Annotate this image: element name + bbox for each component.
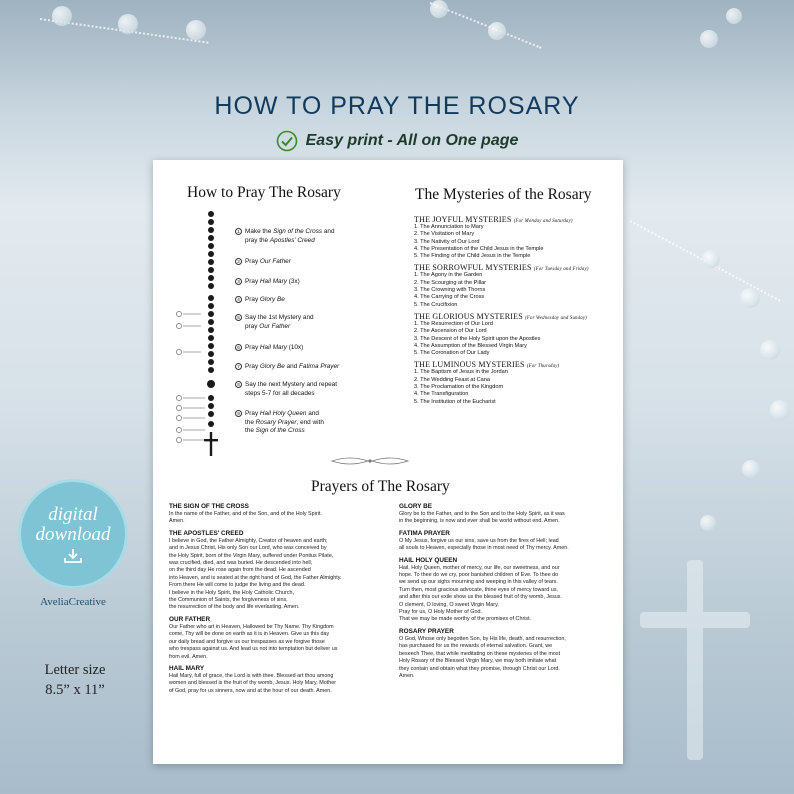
prayer-sign-of-cross: THE SIGN OF THE CROSS In the name of the Father, and of the Son, and of the Holy Spirit. Amen.: [169, 503, 322, 525]
letter-size-label: Letter size: [44, 662, 106, 678]
step-6: 6 Pray Hail Mary (10x): [235, 344, 355, 353]
list-item: 3. The Nativity of Our Lord: [414, 238, 480, 245]
list-item: 1. The Agony in the Garden: [414, 272, 483, 279]
list-item: 1. The Baptism of Jesus in the Jordan: [414, 369, 508, 376]
prayers-title: Prayers of The Rosary: [311, 478, 450, 495]
rosary-diagram: [171, 206, 231, 456]
step-4: 4 Pray Glory Be: [235, 296, 355, 305]
mystery-group-sorrowful: THE SORROWFUL MYSTERIES (For Tuesday and Friday) 1. The Agony in the Garden 2. The Scourging at the Pillar 3. The Crowning with Thorns 4. The Carrying of the Cross 5. The Crucifixion: [414, 263, 614, 308]
prayer-our-father: OUR FATHER Our Father who art in Heaven, Hallowed be Thy Name. Thy Kingdom come, Thy will be done on earth as it is in Heaven. Give us this day our daily bread and forgive us our trespasses as we forgive those who trespass against us. And lead us not into temptation but deliver us from evil. Amen.: [169, 615, 338, 660]
printable-sheet: [153, 160, 623, 764]
list-item: 2. The Wedding Feast at Cana: [414, 376, 490, 383]
prayer-rosary-prayer: ROSARY PRAYER O God, Whose only begotten Son, by His life, death, and resurrection, has purchased for us the rewards of eternal salvation. Grant, we beseech Thee, that while meditating on these mysteries of the most Holy Rosary of the Blessed Virgin Mary, we may both imitate what they contain and obtain what they promise, through Christ our Lord. Amen.: [399, 627, 566, 679]
list-item: 5. The Crucifixion: [414, 301, 458, 308]
list-item: 5. The Finding of the Child Jesus in the Temple: [414, 253, 531, 260]
step-5: 5 Say the 1st Mystery and pray Our Father: [235, 314, 355, 331]
step-9: 9 Pray Hail Holy Queen and the Rosary Prayer, end with the Sign of the Cross: [235, 410, 355, 436]
list-item: 4. The Assumption of the Blessed Virgin Mary: [414, 342, 527, 349]
prayers-left-column: [169, 499, 379, 695]
prayer-glory-be: GLORY BE Glory be to the Father, and to the Son and to the Holy Spirit, as it was in the beginning, is now and ever shall be world without end. Amen.: [399, 503, 565, 525]
brand-name: AveliaCreative: [40, 596, 106, 608]
list-item: 3. The Crowning with Thorns: [414, 287, 486, 294]
prayer-fatima: FATIMA PRAYER O My Jesus, forgive us our sins, save us from the fires of Hell; lead all souls to Heaven, especially those in most need of Thy mercy. Amen.: [399, 529, 569, 552]
prayer-hail-holy-queen: HAIL HOLY QUEEN Hail, Holy Queen, mother of mercy, our life, our sweetness, and our hope. To thee do we cry, poor banished children of Eve. To thee do we send up our sighs mourning and weeping in this valley of tears. Turn then, most gracious advocate, thine eyes of mercy toward us, and after this our exile show us the blessed fruit of thy womb, Jesus. O clement, O loving, O sweet Virgin Mary. Pray for us, O Holy Mother of God. That we may be made worthy of the promises of Christ.: [399, 556, 562, 623]
page-title: HOW TO PRAY THE ROSARY: [214, 92, 580, 120]
background-crucifix-icon: [640, 560, 750, 760]
list-item: 3. The Proclamation of the Kingdom: [414, 384, 504, 391]
prayer-hail-mary: HAIL MARY Hail Mary, full of grace, the Lord is with thee. Blessed art thou among women and blessed is the fruit of thy womb, Jesus. Holy Mary, Mother of God, pray for us sinners, now and at the hour of our death. Amen.: [169, 664, 337, 694]
prayers-right-column: [399, 499, 614, 680]
mysteries-list: [414, 212, 614, 406]
list-item: 5. The Institution of the Eucharist: [414, 398, 496, 405]
flourish-divider-icon: [330, 455, 410, 467]
subtitle-row: [0, 130, 794, 152]
badge-line-1: digital: [48, 503, 98, 525]
list-item: 4. The Transfiguration: [414, 391, 469, 398]
mystery-group-glorious: THE GLORIOUS MYSTERIES (For Wednesday and Sunday) 1. The Resurrection of Our Lord 2. The Ascension of Our Lord 3. The Descent of the Holy Spirit upon the Apostles 4. The Assumption of the Blessed Virgin Mary 5. The Coronation of Our Lady: [414, 312, 614, 357]
how-to-title: How to Pray The Rosary: [187, 184, 341, 201]
subtitle: Easy print - All on One page: [305, 132, 519, 149]
list-item: 5. The Coronation of Our Lady: [414, 350, 490, 357]
step-1: 1 Make the Sign of the Cross and pray the Apostles' Creed: [235, 228, 355, 245]
step-2: 2 Pray Our Father: [235, 258, 355, 267]
list-item: 1. The Annunciation to Mary: [414, 224, 484, 230]
mystery-group-luminous: THE LUMINOUS MYSTERIES (For Thursday) 1. The Baptism of Jesus in the Jordan 2. The Wedding Feast at Cana 3. The Proclamation of the Kingdom 4. The Transfiguration 5. The Institution of the Eucharist: [414, 360, 614, 405]
badge-line-2: download: [35, 523, 111, 545]
list-item: 2. The Visitation of Mary: [414, 231, 475, 238]
list-item: 4. The Carrying of the Cross: [414, 294, 485, 301]
step-3: 3 Pray Hail Mary (3x): [235, 278, 355, 287]
list-item: 2. The Ascension of Our Lord: [414, 328, 487, 335]
download-icon: [63, 548, 83, 564]
letter-size-dimensions: 8.5” x 11”: [45, 682, 105, 698]
check-circle-icon: [276, 130, 298, 152]
list-item: 3. The Descent of the Holy Spirit upon the Apostles: [414, 335, 541, 342]
prayer-apostles-creed: THE APOSTLES' CREED I believe in God, the Father Almighty, Creator of heaven and earth; and in Jesus Christ, His only Son our Lord, who was conceived by the Holy Spirit, born of the Virgin Mary, suffered under Pontius Pilate, was crucified, died, and was buried. He descended into hell, on the third day He rose again from the dead. He ascended into Heaven, and is seated at the right hand of God, the Father Almighty. From there He will come to judge the living and the dead. I believe in the Holy Spirit, the Holy Catholic Church, the Communion of Saints, the forgiveness of sins, the resurrection of the body and life everlasting. Amen.: [169, 529, 342, 611]
mysteries-title: The Mysteries of the Rosary: [415, 186, 592, 203]
digital-download-badge: [18, 479, 128, 589]
list-item: 1. The Resurrection of Our Lord: [414, 320, 493, 327]
list-item: 2. The Scourging at the Pillar: [414, 279, 487, 286]
step-8: 8 Say the next Mystery and repeat steps 5-7 for all decades: [235, 381, 355, 398]
mystery-group-joyful: THE JOYFUL MYSTERIES (For Monday and Saturday) 1. The Annunciation to Mary 2. The Visitation of Mary 3. The Nativity of Our Lord 4. The Presentation of the Child Jesus in the Temple 5. The Finding of the Child Jesus in the Temple: [414, 215, 614, 260]
step-7: 7 Pray Glory Be and Fatima Prayer: [235, 363, 355, 372]
list-item: 4. The Presentation of the Child Jesus in the Temple: [414, 245, 544, 252]
